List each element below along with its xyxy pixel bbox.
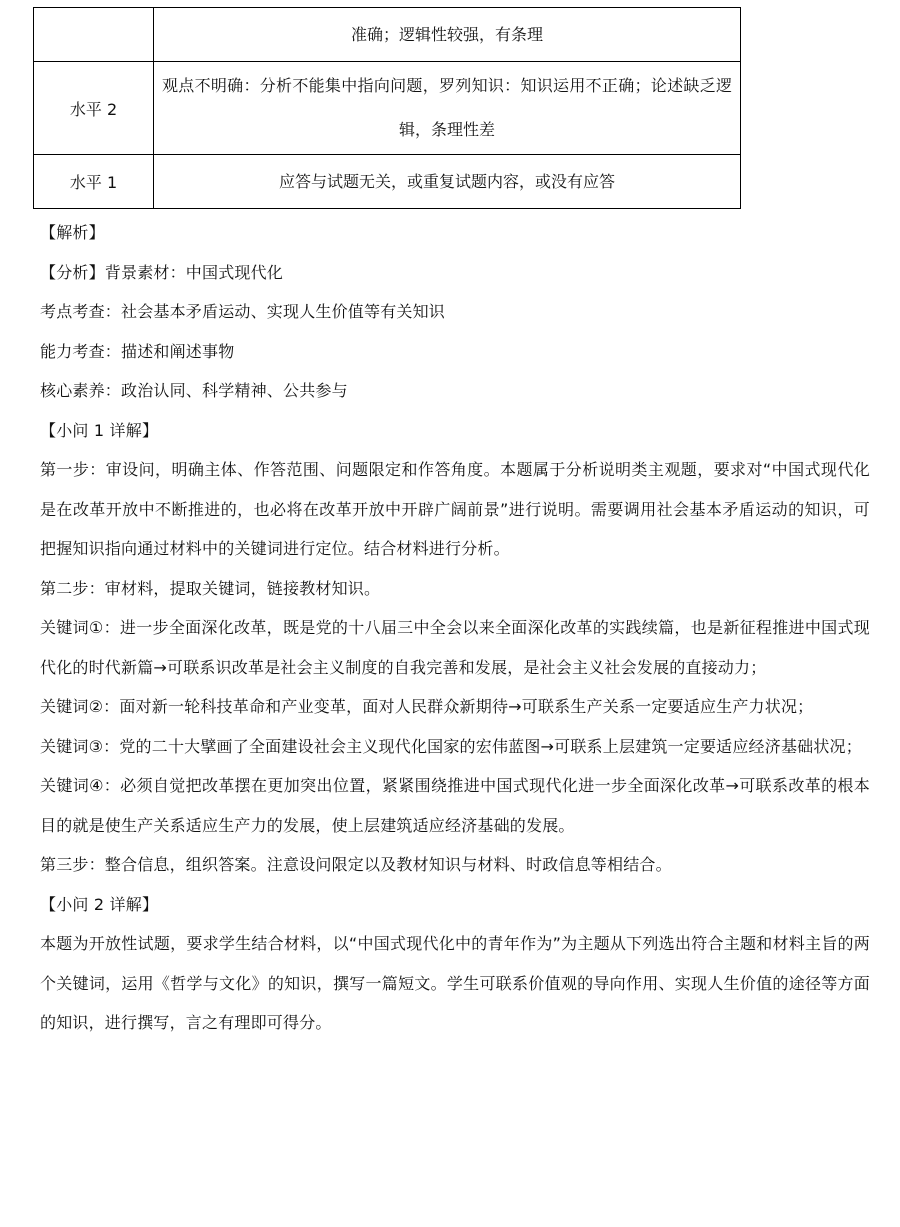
paragraph: 第一步：审设问，明确主体、作答范围、问题限定和作答角度。本题属于分析说明类主观题，要求对“中国式现代化是在改革开放中不断推进的，也必将在改革开放中开辟广阔前景”进行说明。需要调用社会基本矛盾运动的知识，可把握知识指向通过材料中的关键词进行定位。结合材料进行分析。 <box>40 460 870 558</box>
section-heading: 【小问 2 详解】 <box>40 894 159 914</box>
table-row <box>34 62 741 155</box>
analysis-line: 核心素养：政治认同、科学精神、公共参与 <box>40 381 348 400</box>
paragraph: 第三步：整合信息，组织答案。注意设问限定以及教材知识与材料、时政信息等相结合。 <box>40 855 672 874</box>
description-cell: 观点不明确：分析不能集中指向问题，罗列知识：知识运用不正确；论述缺乏逻辑，条理性差 <box>154 62 741 155</box>
description-cell: 应答与试题无关，或重复试题内容，或没有应答 <box>154 155 741 209</box>
section-heading: 【小问 1 详解】 <box>40 420 159 440</box>
level-cell <box>34 8 154 62</box>
table-row <box>34 155 741 209</box>
paragraph: 关键词④：必须自觉把改革摆在更加突出位置，紧紧围绕推进中国式现代化进一步全面深化改革→可联系改革的根本目的就是使生产关系适应生产力的发展，使上层建筑适应经济基础的发展。 <box>40 776 870 835</box>
paragraph: 关键词②：面对新一轮科技革命和产业变革，面对人民群众新期待→可联系生产关系一定要适应生产力状况； <box>40 697 814 716</box>
analysis-line: 考点考查：社会基本矛盾运动、实现人生价值等有关知识 <box>40 302 446 321</box>
section-heading: 【解析】 <box>40 223 105 242</box>
analysis-body <box>40 213 870 1043</box>
paragraph: 关键词①：进一步全面深化改革，既是党的十八届三中全会以来全面深化改革的实践续篇，也是新征程推进中国式现代化的时代新篇→可联系识改革是社会主义制度的自我完善和发展，是社会主义社会发展的直接动力； <box>40 618 870 677</box>
rubric-table <box>33 7 741 209</box>
paragraph: 第二步：审材料，提取关键词，链接教材知识。 <box>40 578 381 598</box>
analysis-line: 【分析】背景素材：中国式现代化 <box>40 262 284 282</box>
level-cell: 水平 1 <box>34 155 154 209</box>
analysis-line: 能力考查：描述和阐述事物 <box>40 341 235 361</box>
paragraph: 本题为开放性试题，要求学生结合材料，以“中国式现代化中的青年作为”为主题从下列选出符合主题和材料主旨的两个关键词，运用《哲学与文化》的知识，撰写一篇短文。学生可联系价值观的导向作用、实现人生价值的途径等方面的知识，进行撰写，言之有理即可得分。 <box>40 934 870 1032</box>
level-cell: 水平 2 <box>34 62 154 155</box>
description-cell: 准确；逻辑性较强，有条理 <box>154 8 741 62</box>
paragraph: 关键词③：党的二十大擘画了全面建设社会主义现代化国家的宏伟蓝图→可联系上层建筑一定要适应经济基础状况； <box>40 736 862 756</box>
table-row <box>34 8 741 62</box>
